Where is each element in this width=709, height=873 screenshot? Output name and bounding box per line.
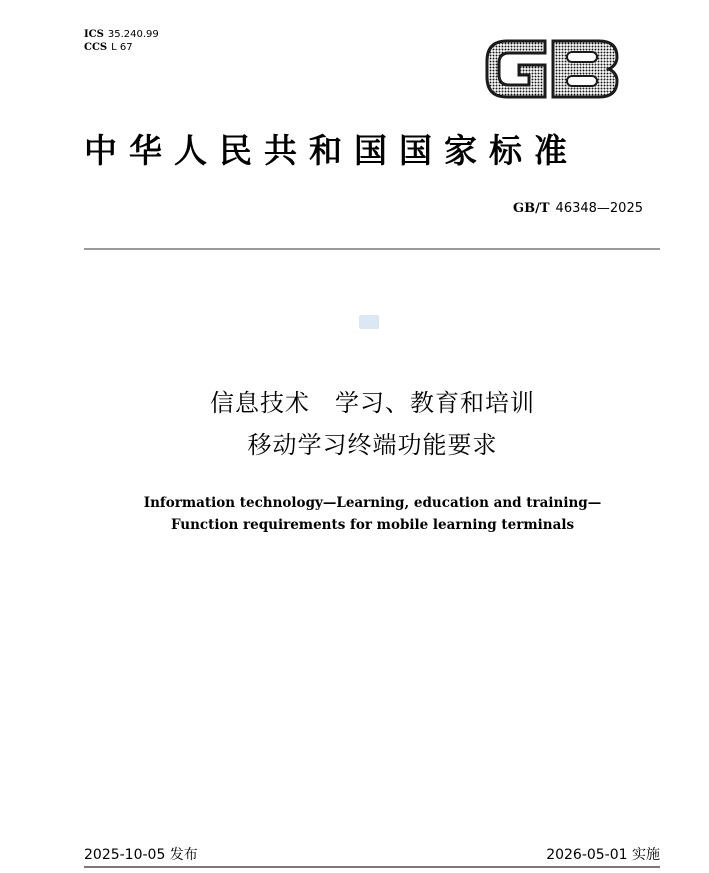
ccs-code: [84, 41, 159, 54]
standard-prefix: GB/T: [513, 201, 550, 216]
ics-value: 35.240.99: [107, 29, 159, 40]
title-chinese-line-2: 移动学习终端功能要求: [247, 431, 498, 459]
ics-code: [84, 28, 159, 41]
gb-logo: [483, 33, 621, 105]
footer-divider: [84, 866, 660, 868]
standard-code: 46348—2025: [555, 201, 643, 216]
ccs-value: L 67: [111, 42, 133, 53]
title-english-line-1: Information technology—Learning, education and training—: [143, 495, 602, 511]
issue-date: 2025-10-05 发布: [84, 847, 198, 863]
ccs-label: CCS: [84, 42, 108, 53]
standard-number: [513, 200, 643, 218]
title-chinese-line-1: 信息技术 学习、教育和培训: [210, 389, 535, 417]
implementation-date: 2026-05-01 实施: [546, 847, 660, 863]
country-standard-title: 中华人民共和国国家标准: [84, 131, 579, 170]
title-english-line-2: Function requirements for mobile learning terminals: [170, 517, 575, 533]
watermark-stamp: [359, 315, 379, 329]
classification-codes: [84, 28, 159, 54]
ics-label: ICS: [84, 29, 104, 40]
header-divider: [84, 248, 660, 250]
